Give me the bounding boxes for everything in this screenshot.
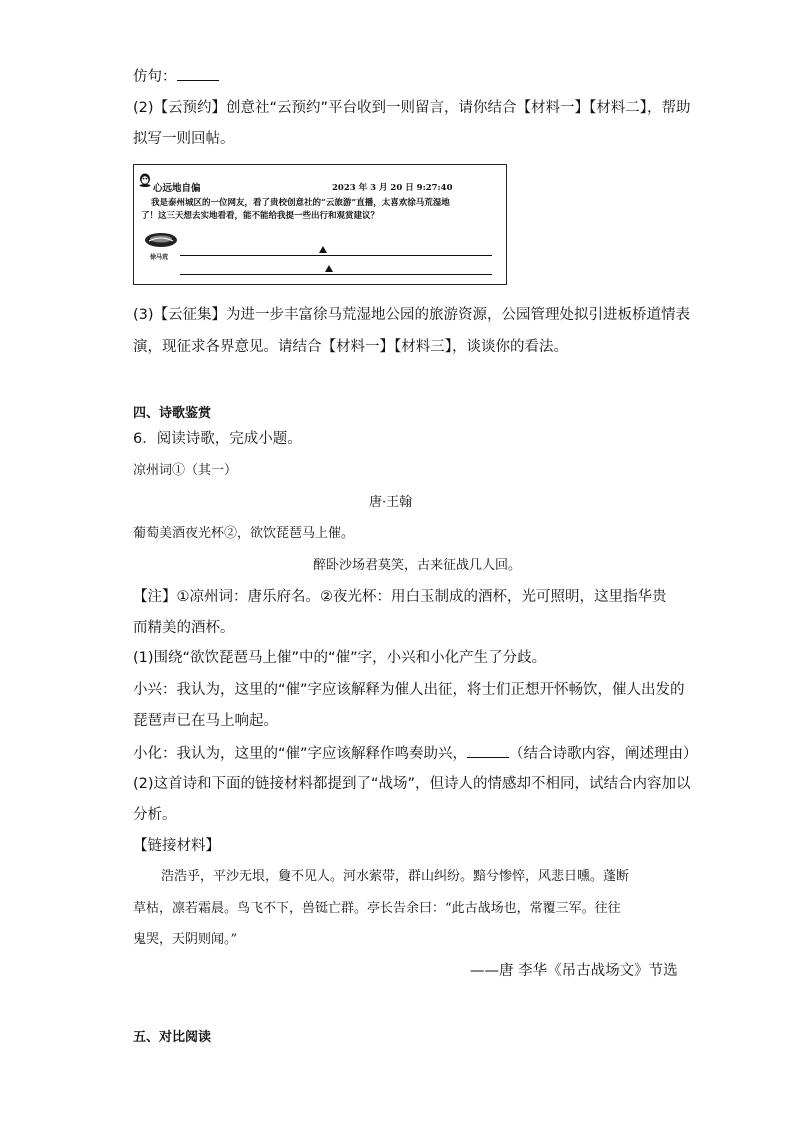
link-material-heading: 【链接材料】 [133,838,220,854]
xiaohua-prefix: 小化：我认为，这里的“催”字应该解释作鸣奏助兴， [133,746,468,762]
note-line-1: 【注】①凉州词：唐乐府名。②夜光杯：用白玉制成的酒杯，光可照明，这里指华贵 [133,589,667,605]
item3-text-1: (3)【云征集】为进一步丰富徐马荒湿地公园的旅游资源，公园管理处拟引进板桥道情表 [133,307,691,323]
poem-title: 凉州词①（其一） [133,463,238,478]
question-2-line-2: 分析。 [133,807,177,823]
link-text-1: 浩浩乎，平沙无垠，敻不见人。河水萦带，群山纠纷。黯兮惨悴，风悲日曛。蓬断 [161,869,630,884]
post-text-1: 我是泰州城区的一位网友，看了贵校创意社的“云旅游”直播，太喜欢徐马荒湿地 [151,198,450,208]
wetland-logo-icon [143,231,179,249]
question-1: (1)围绕“欲饮琵琶马上催”中的“催”字，小兴和小化产生了分歧。 [133,650,547,666]
answer-blank[interactable] [467,743,509,758]
question-2-line-1: (2)这首诗和下面的链接材料都提到了“战场”，但诗人的情感却不相同，试结合内容加以 [133,776,691,792]
post-text-2: 了！这三天想去实地看看，能不能给我提一些出行和观赏建议？ [141,211,380,221]
logo-caption: 徐马荒 [150,254,169,261]
section5-heading: 五、对比阅读 [133,1030,212,1045]
q6-intro: 6．阅读诗歌，完成小题。 [133,431,302,447]
reply-line-2[interactable] [180,274,492,275]
item3-text-2: 演，现征求各界意见。请结合【材料一】【材料三】，谈谈你的看法。 [133,339,568,355]
section4-heading: 四、诗歌鉴赏 [133,406,212,421]
message-board-image [133,164,507,285]
xiaoxing-line-2: 琵琶声已在马上响起。 [133,713,278,729]
post-datetime: 2023 年 3 月 20 日 9:27:40 [332,183,453,193]
xiaohua-suffix: （结合诗歌内容，阐述理由） [509,746,698,762]
item2-text-1: (2)【云预约】创意社“云预约”平台收到一则留言，请你结合【材料一】【材料二】，帮助 [133,100,691,116]
imitate-line [133,66,219,87]
item2-text-2: 拟写一则回帖。 [133,131,235,147]
link-text-2: 草枯，凛若霜晨。鸟飞不下，兽铤亡群。亭长告余曰：“此古战场也，常覆三军。往往 [133,901,621,916]
xiaoxing-line-1: 小兴：我认为，这里的“催”字应该解释为催人出征，将士们正想开怀畅饮，催人出发的 [133,682,685,698]
poem-author: 唐·王翰 [369,495,413,510]
xiaohua-line [133,743,698,764]
reply-marker-2 [325,265,333,272]
poem-line-2: 醉卧沙场君莫笑，古来征战几人回。 [313,558,522,573]
link-text-3: 鬼哭，天阴则闻。” [133,932,238,947]
source-citation: ——唐 李华《吊古战场文》节选 [470,963,678,979]
user-avatar-icon [138,173,152,187]
username: 心远地自偏 [153,183,201,194]
imitate-label: 仿句： [133,69,177,85]
reply-marker-1 [319,246,327,253]
poem-line-1: 葡萄美酒夜光杯②，欲饮琵琶马上催。 [133,526,355,541]
reply-line-1[interactable] [180,255,492,256]
answer-blank[interactable] [177,66,219,81]
note-line-2: 而精美的酒杯。 [133,620,235,636]
